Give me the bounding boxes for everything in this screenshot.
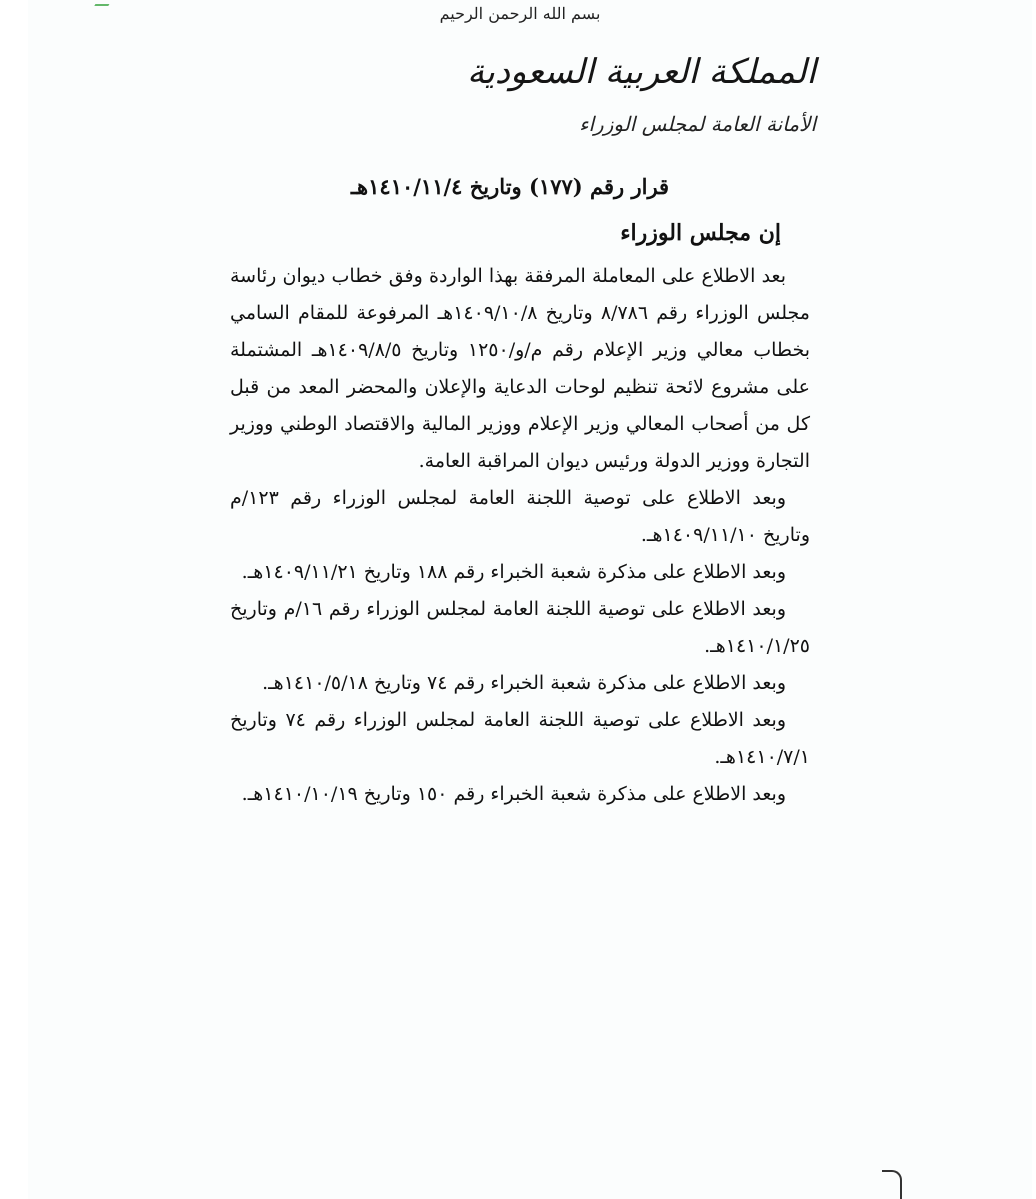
paragraph: وبعد الاطلاع على مذكرة شعبة الخبراء رقم ١٨٨ وتاريخ ١٤٠٩/١١/٢١هـ.: [241, 561, 786, 583]
paragraph: وبعد الاطلاع على مذكرة شعبة الخبراء رقم ١٥٠ وتاريخ ١٤١٠/١٠/١٩هـ.: [241, 783, 786, 805]
document-body: [230, 258, 810, 813]
paragraph: وبعد الاطلاع على مذكرة شعبة الخبراء رقم ٧٤ وتاريخ ١٤١٠/٥/١٨هـ.: [262, 672, 786, 694]
paragraph: وبعد الاطلاع على توصية اللجنة العامة لمجلس الوزراء رقم ٧٤ وتاريخ ١٤١٠/٧/١هـ.: [230, 709, 810, 768]
paragraph: وبعد الاطلاع على توصية اللجنة العامة لمجلس الوزراء رقم ١٦/م وتاريخ ١٤١٠/١/٢٥هـ.: [230, 598, 810, 657]
paragraph: بعد الاطلاع على المعاملة المرفقة بهذا الواردة وفق خطاب ديوان رئاسة مجلس الوزراء رقم ٨/٧٨٦ وتاريخ ١٤٠٩/١٠/٨هـ المرفوعة للمقام السامي بخطاب معالي وزير الإعلام رقم م/و/١٢٥٠ وتاريخ ١٤٠٩/٨/٥هـ المشتملة على مشروع لائحة تنظيم لوحات الدعاية والإعلان والمحضر المعد من قبل كل من أصحاب المعالي وزير الإعلام ووزير المالية والاقتصاد الوطني ووزير التجارة ووزير الدولة ورئيس ديوان المراقبة العامة.: [230, 265, 811, 472]
letterhead-kingdom: المملكة العربية السعودية: [467, 52, 816, 92]
page-corner-bracket: [882, 1170, 902, 1199]
letterhead-secretariat: الأمانة العامة لمجلس الوزراء: [579, 112, 816, 136]
decision-title: قرار رقم (١٧٧) وتاريخ ١٤١٠/١١/٤هـ: [350, 174, 670, 199]
paragraph: وبعد الاطلاع على توصية اللجنة العامة لمجلس الوزراء رقم ١٢٣/م وتاريخ ١٤٠٩/١١/١٠هـ.: [230, 487, 810, 546]
council-heading: إن مجلس الوزراء: [620, 220, 781, 246]
basmala: بسم الله الرحمن الرحيم: [439, 4, 601, 23]
